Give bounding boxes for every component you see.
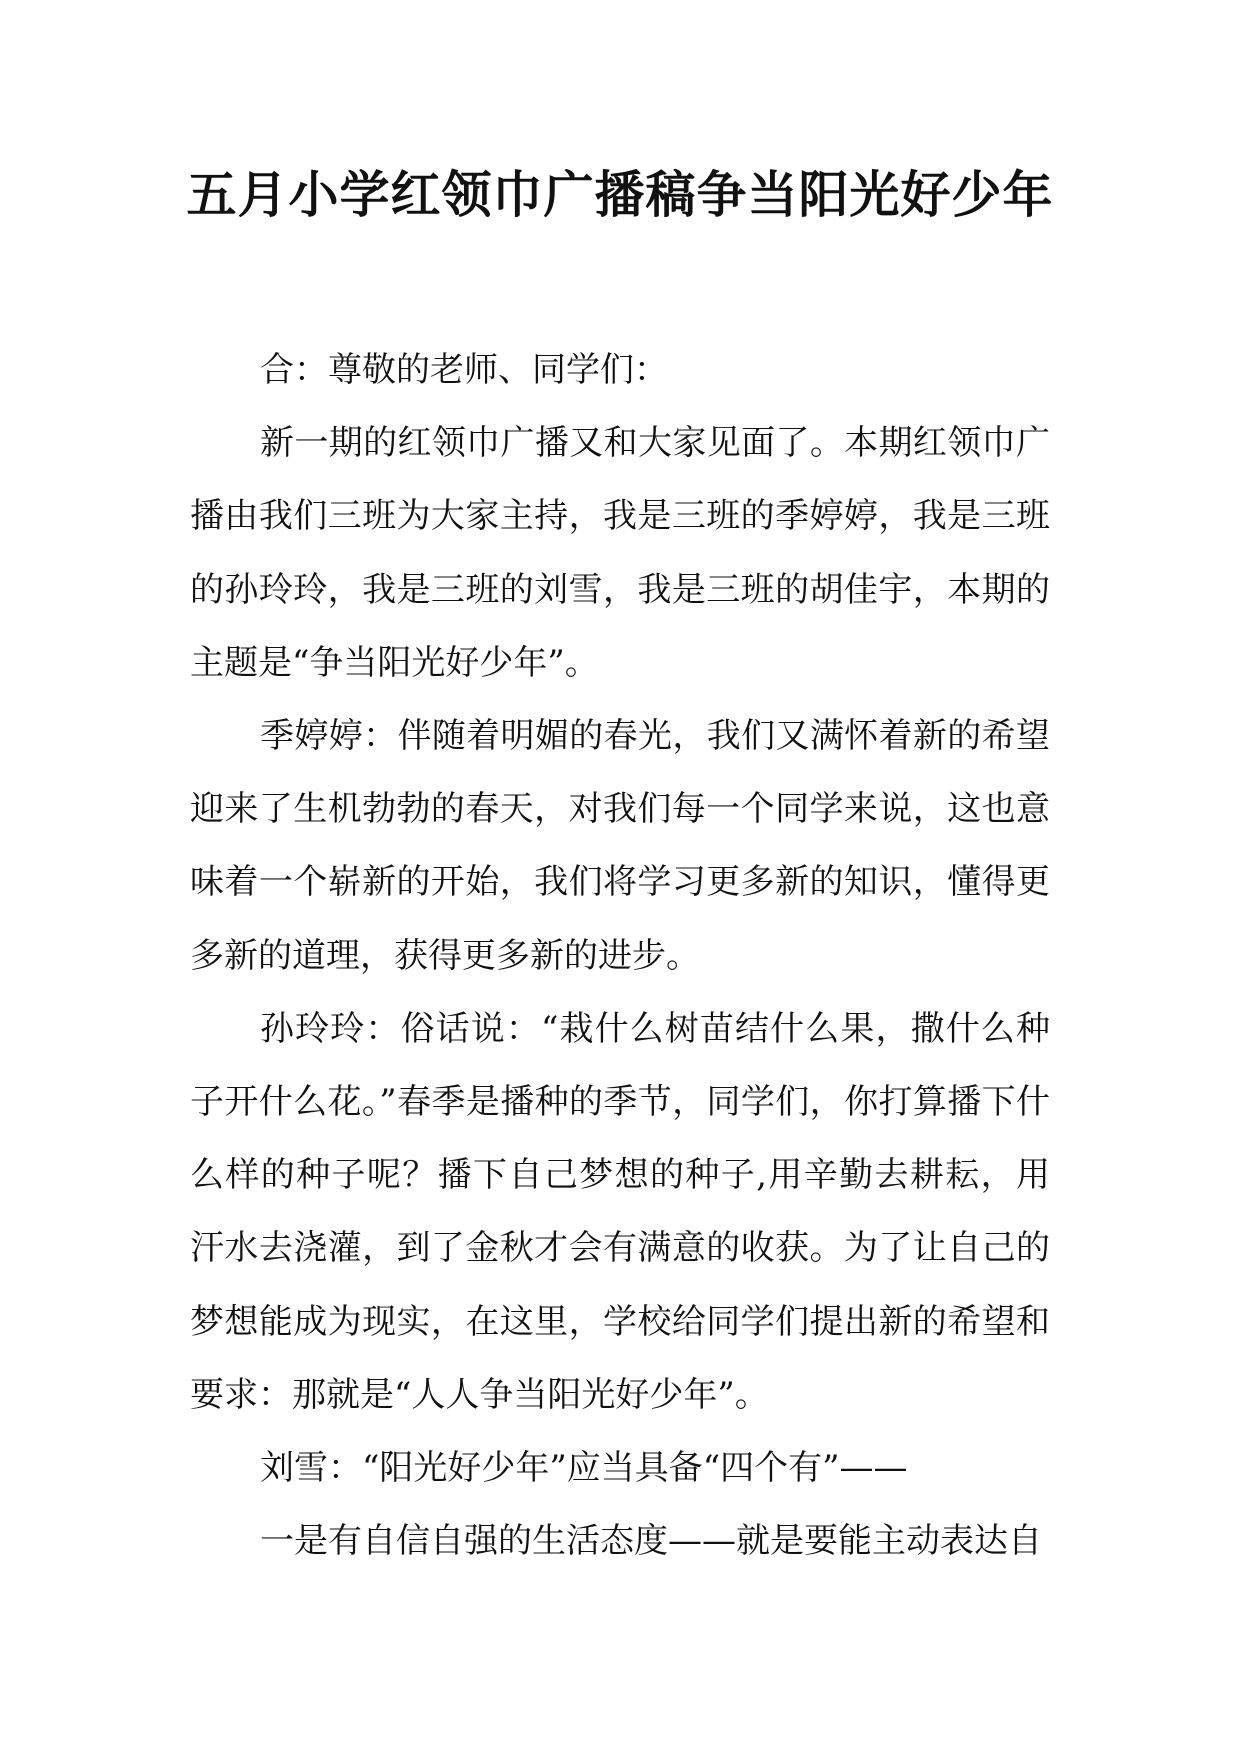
paragraph: 刘雪：“阳光好少年”应当具备“四个有”—— bbox=[260, 1448, 908, 1489]
paragraph: 合：尊敬的老师、同学们： bbox=[260, 350, 668, 390]
paragraph: 孙玲玲：俗话说：“栽什么树苗结什么果，撒什么种子开什么花。”春季是播种的季节，同学们，你打算播下什么样的种子呢？播下自己梦想的种子,用辛勤去耕耘，用汗水去浇灌，到了金秋才会有满意的收获。为了让自己的梦想能成为现实，在这里，学校给同学们提出新的希望和要求：那就是“人人争当阳光好少年”。 bbox=[190, 1008, 1050, 1415]
paragraph: 季婷婷：伴随着明媚的春光，我们又满怀着新的希望迎来了生机勃勃的春天，对我们每一个同学来说，这也意味着一个崭新的开始，我们将学习更多新的知识，懂得更多新的道理，获得更多新的进步。 bbox=[190, 716, 1050, 976]
document-body bbox=[190, 334, 1050, 1578]
paragraph: 新一期的红领巾广播又和大家见面了。本期红领巾广播由我们三班为大家主持，我是三班的季婷婷，我是三班的孙玲玲，我是三班的刘雪，我是三班的胡佳宇，本期的主题是“争当阳光好少年”。 bbox=[190, 423, 1050, 683]
paragraph: 一是有自信自强的生活态度——就是要能主动表达自 bbox=[260, 1521, 1042, 1562]
document-title: 五月小学红领巾广播稿争当阳光好少年 bbox=[186, 166, 1054, 224]
